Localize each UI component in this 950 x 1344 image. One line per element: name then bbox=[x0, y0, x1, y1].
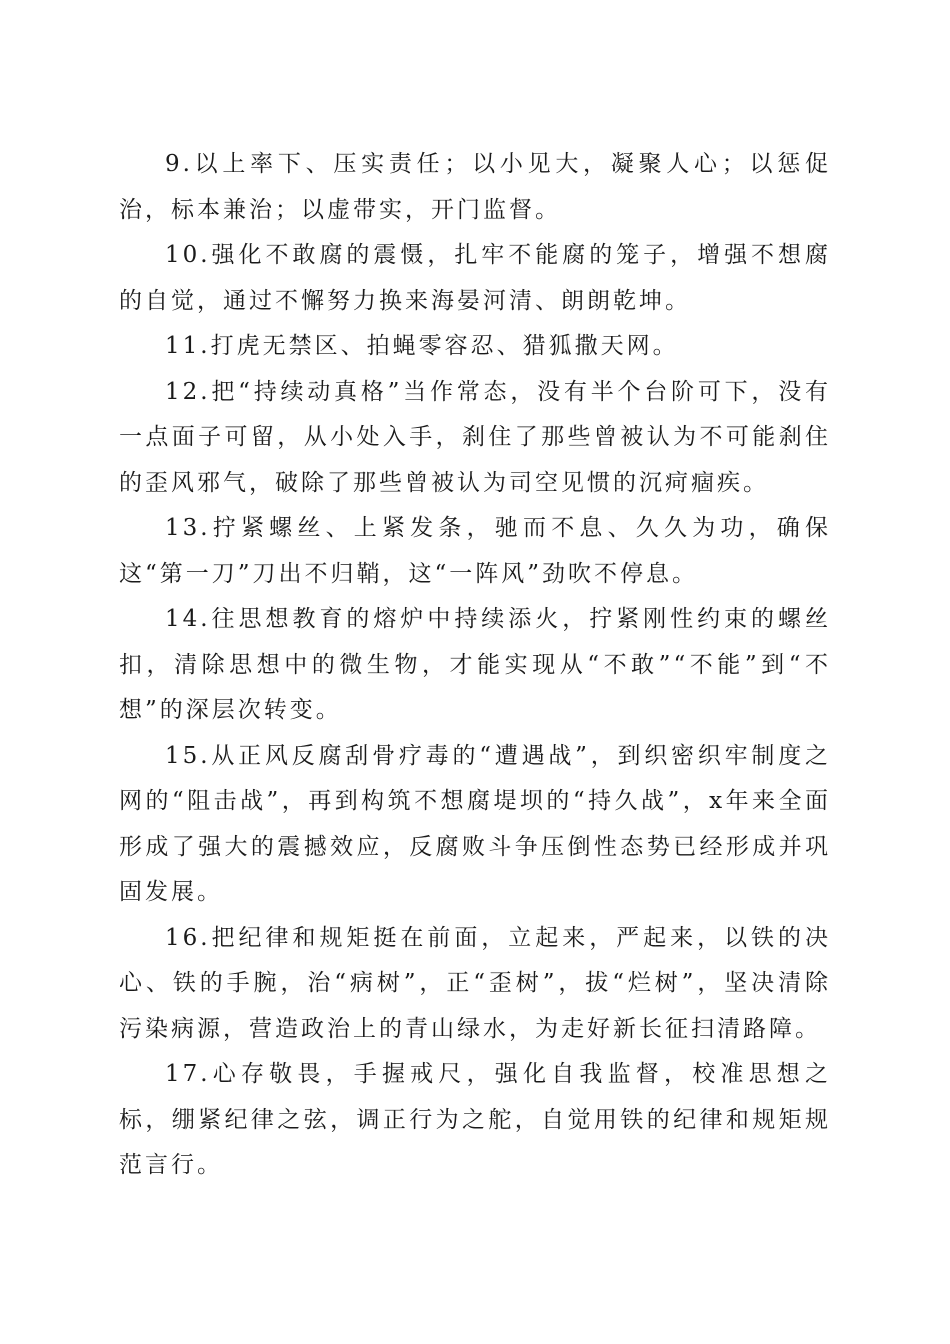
paragraph-14: 14.往思想教育的熔炉中持续添火，拧紧刚性约束的螺丝扣，清除思想中的微生物，才能实现从“不敢”“不能”到“不想”的深层次转变。 bbox=[119, 606, 831, 723]
document-body bbox=[119, 142, 831, 1189]
paragraph-15: 15.从正风反腐刮骨疗毒的“遭遇战”，到织密织牢制度之网的“阻击战”，再到构筑不想腐堤坝的“持久战”，x年来全面形成了强大的震撼效应，反腐败斗争压倒性态势已经形成并巩固发展。 bbox=[119, 742, 831, 905]
paragraph-16: 16.把纪律和规矩挺在前面，立起来，严起来，以铁的决心、铁的手腕，治“病树”，正“歪树”，拔“烂树”，坚决清除污染病源，营造政治上的青山绿水，为走好新长征扫清路障。 bbox=[119, 924, 831, 1042]
paragraph-17: 17.心存敬畏，手握戒尺，强化自我监督，校准思想之标，绷紧纪律之弦，调正行为之舵，自觉用铁的纪律和规矩规范言行。 bbox=[119, 1061, 831, 1178]
paragraph-12: 12.把“持续动真格”当作常态，没有半个台阶可下，没有一点面子可留，从小处入手，刹住了那些曾被认为不可能刹住的歪风邪气，破除了那些曾被认为司空见惯的沉疴痼疾。 bbox=[119, 378, 831, 496]
paragraph-10: 10.强化不敢腐的震慑，扎牢不能腐的笼子，增强不想腐的自觉，通过不懈努力换来海晏河清、朗朗乾坤。 bbox=[119, 242, 831, 314]
paragraph-13: 13.拧紧螺丝、上紧发条，驰而不息、久久为功，确保这“第一刀”刀出不归鞘，这“一阵风”劲吹不停息。 bbox=[119, 515, 831, 587]
paragraph-9: 9.以上率下、压实责任；以小见大，凝聚人心；以惩促治，标本兼治；以虚带实，开门监督。 bbox=[119, 151, 831, 223]
paragraph-11: 11.打虎无禁区、拍蝇零容忍、猎狐撒天网。 bbox=[165, 333, 679, 359]
